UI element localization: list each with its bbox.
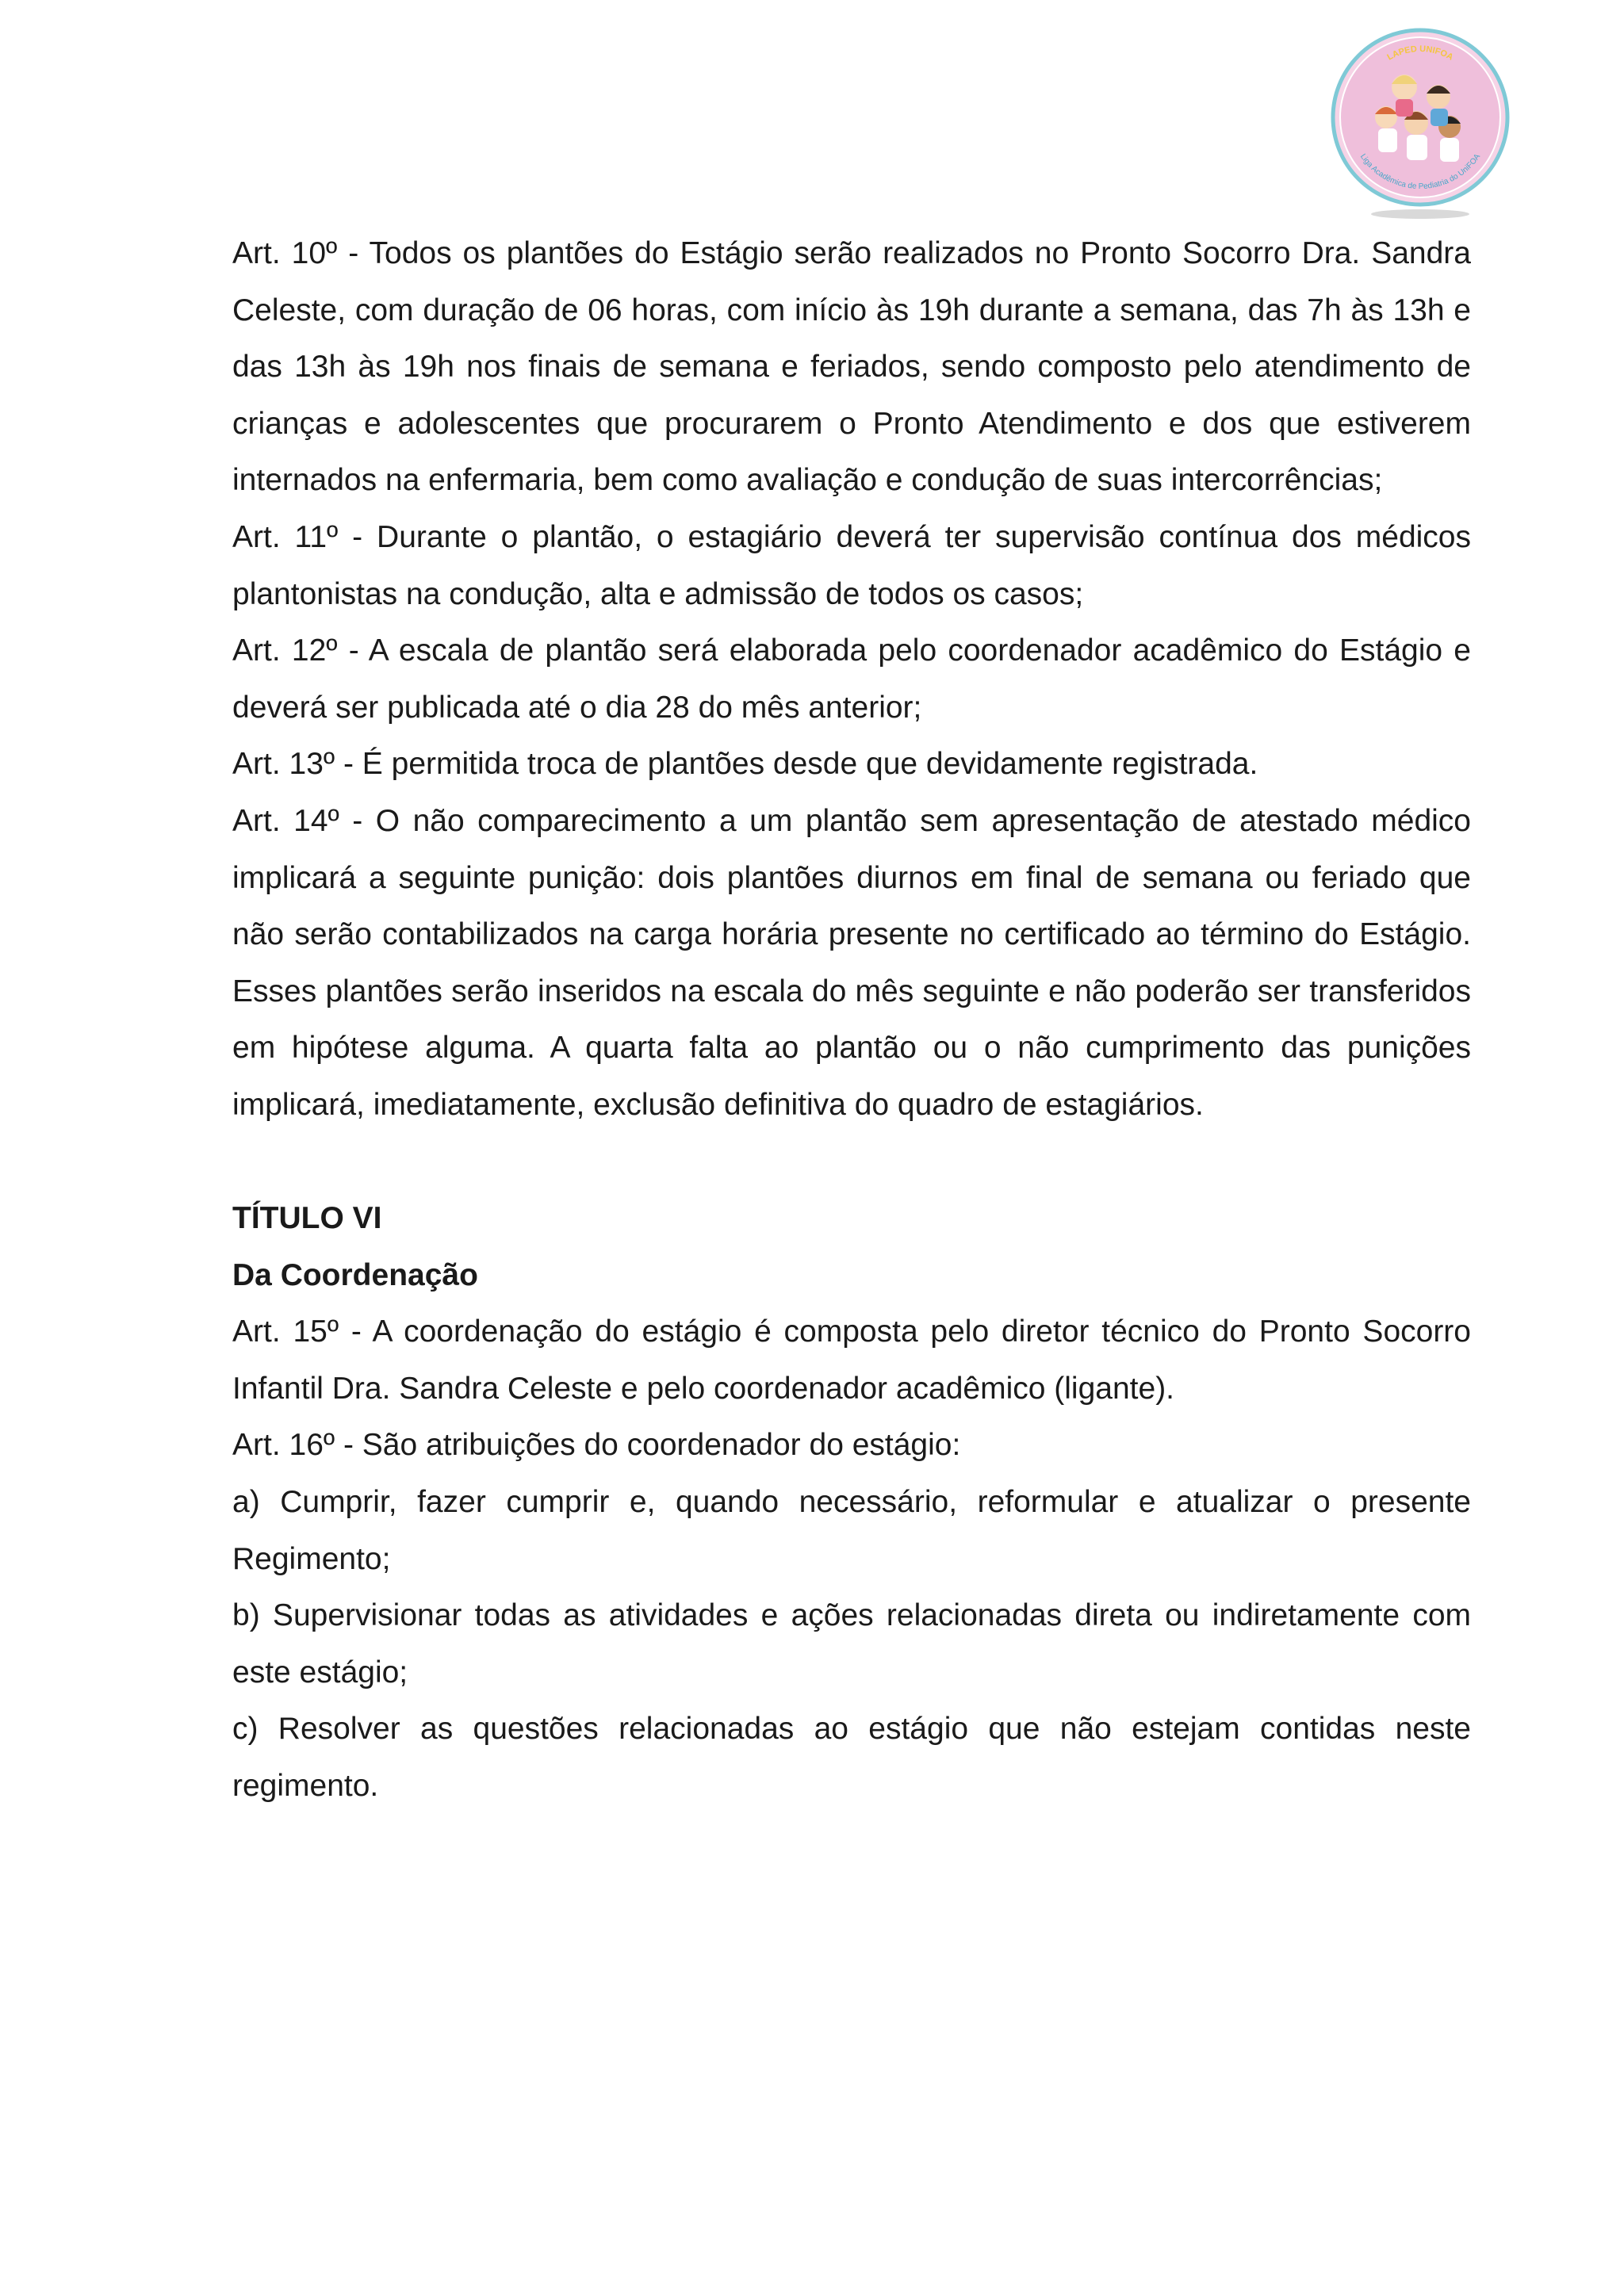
item-b: b) Supervisionar todas as atividades e ações relacionadas direta ou indiretamente com este estágio; (232, 1598, 1471, 1689)
liga-logo (1329, 24, 1511, 222)
article-13: Art. 13º - É permitida troca de plantões desde que devidamente registrada. (232, 747, 1258, 782)
document-body (232, 225, 1471, 1815)
article-15: Art. 15º - A coordenação do estágio é composta pelo diretor técnico do Pronto Socorro Infantil Dra. Sandra Celeste e pelo coordenador acadêmico (ligante). (232, 1314, 1471, 1406)
article-11: Art. 11º - Durante o plantão, o estagiário deverá ter supervisão contínua dos médicos plantonistas na condução, alta e admissão de todos os casos; (232, 519, 1471, 611)
item-c: c) Resolver as questões relacionadas ao estágio que não estejam contidas neste regimento. (232, 1712, 1471, 1804)
section-subtitle: Da Coordenação (232, 1257, 478, 1292)
article-12: Art. 12º - A escala de plantão será elaborada pelo coordenador acadêmico do Estágio e deverá ser publicada até o dia 28 do mês anterior; (232, 633, 1471, 725)
article-14: Art. 14º - O não comparecimento a um plantão sem apresentação de atestado médico implicará a seguinte punição: dois plantões diurnos em final de semana ou feriado que não serão contabilizados na carga horária presente no certificado ao término do Estágio. Esses plantões serão inseridos na escala do mês seguinte e não poderão ser transferidos em hipótese alguma. A quarta falta ao plantão ou o não cumprimento das punições implicará, imediatamente, exclusão definitiva do quadro de estagiários. (232, 803, 1471, 1122)
liga-logo-image (1329, 24, 1511, 222)
logo-arc-bottom: Liga Acadêmica de Pediatria do UniFOA (1358, 152, 1483, 192)
article-10: Art. 10º - Todos os plantões do Estágio serão realizados no Pronto Socorro Dra. Sandra Celeste, com duração de 06 horas, com início às 19h durante a semana, das 7h às 13h e das 13h às 19h nos finais de semana e feriados, sendo composto pelo atendimento de crianças e adolescentes que procurarem o Pronto Atendimento e dos que estiverem internados na enfermaria, bem como avaliação e condução de suas intercorrências; (232, 236, 1471, 498)
section-title: TÍTULO VI (232, 1201, 382, 1236)
article-16: Art. 16º - São atribuições do coordenador do estágio: (232, 1428, 961, 1463)
logo-arc-top: LAPED UNIFOA (1385, 44, 1455, 63)
item-a: a) Cumprir, fazer cumprir e, quando necessário, reformular e atualizar o presente Regimento; (232, 1485, 1471, 1576)
section-spacer (232, 1134, 1471, 1191)
